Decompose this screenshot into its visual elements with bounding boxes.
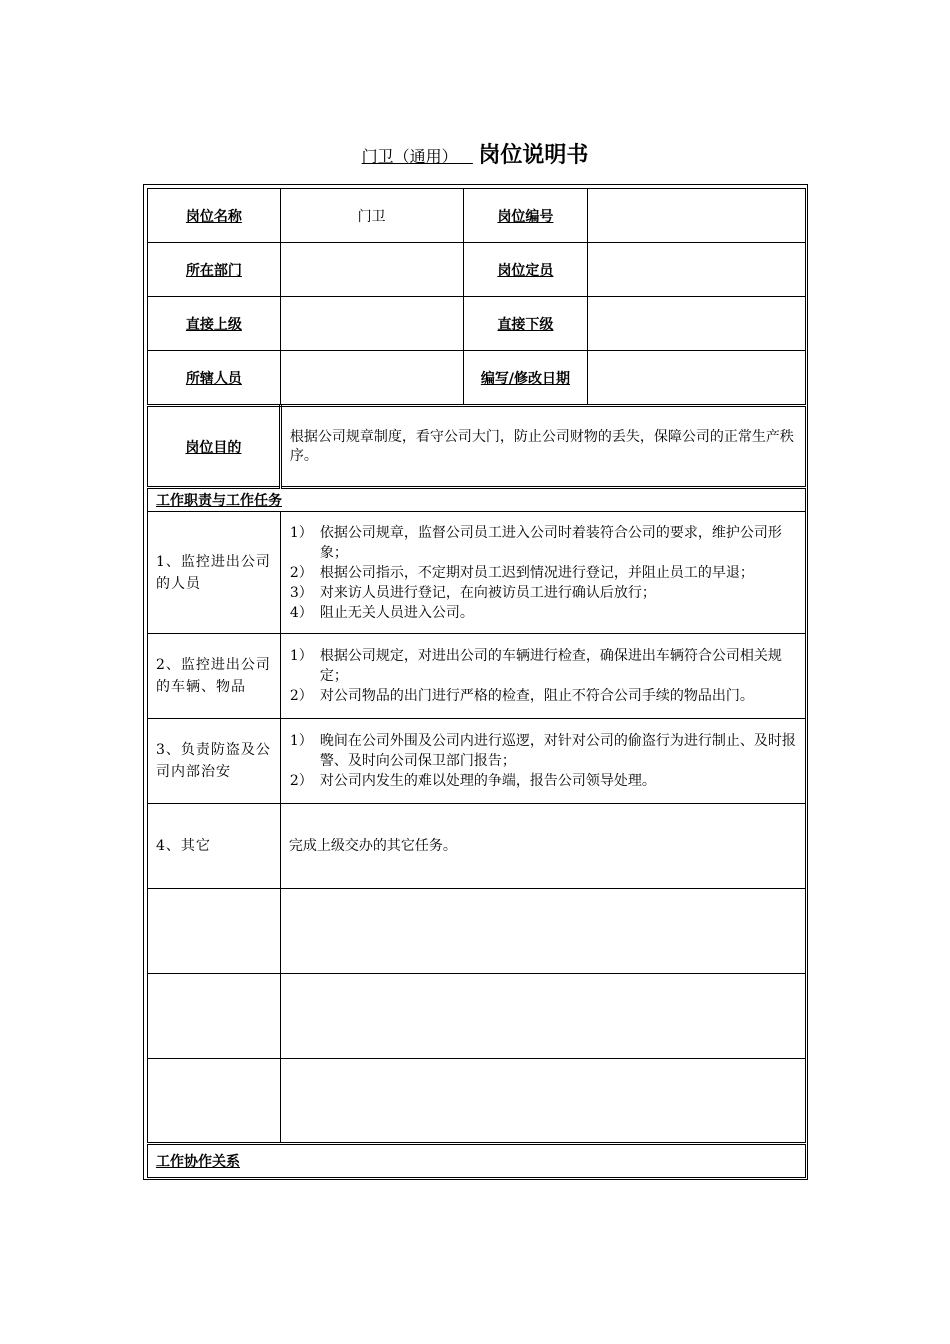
empty-row (148, 889, 806, 974)
job-code-label: 岗位编号 (463, 189, 588, 243)
duties-heading-row (148, 488, 806, 512)
purpose-label: 岗位目的 (148, 406, 281, 488)
duty-item-list (282, 523, 804, 623)
dept-value (280, 243, 463, 297)
superior-label: 直接上级 (148, 297, 281, 351)
info-row-3 (148, 297, 806, 351)
info-row-1 (148, 189, 806, 243)
staff-label: 所辖人员 (148, 351, 281, 406)
duty-label: 1、监控进出公司的人员 (148, 512, 281, 634)
duty-items-cell (280, 719, 805, 804)
superior-value (280, 297, 463, 351)
title-position: 门卫（通用） (361, 147, 458, 166)
duty-row (148, 512, 806, 634)
duty-item: 1） 晚间在公司外围及公司内进行巡逻，对针对公司的偷盗行为进行制止、及时报警、及时向公司保卫部门报告； (289, 733, 796, 769)
duty-row (148, 804, 806, 889)
duty-item: 2） 对公司内发生的难以处理的争端，报告公司领导处理。 (289, 773, 656, 789)
duty-item: 3） 对来访人员进行登记，在向被访员工进行确认后放行； (289, 584, 656, 601)
duty-items-cell (280, 512, 805, 634)
dept-label: 所在部门 (148, 243, 281, 297)
duty-label: 3、负责防盗及公司内部治安 (148, 719, 281, 804)
job-name-value: 门卫 (280, 189, 463, 243)
duty-item: 1） 根据公司规定，对进出公司的车辆进行检查，确保进出车辆符合公司相关规定； (289, 648, 782, 684)
job-code-value (588, 189, 806, 243)
page-title (0, 138, 950, 169)
quota-value (588, 243, 806, 297)
info-row-4 (148, 351, 806, 406)
duty-item-list (282, 646, 804, 706)
subordinate-label: 直接下级 (463, 297, 588, 351)
purpose-row (148, 406, 806, 488)
duty-items-cell (280, 634, 805, 719)
date-label: 编写/修改日期 (463, 351, 588, 406)
empty-row (148, 974, 806, 1059)
empty-cell (280, 1059, 805, 1144)
duty-item: 2） 对公司物品的出门进行严格的检查，阻止不符合公司手续的物品出门。 (289, 688, 754, 704)
cooperation-heading: 工作协作关系 (148, 1144, 806, 1178)
staff-value (280, 351, 463, 406)
duty-label: 4、其它 (148, 804, 281, 889)
duty-text: 完成上级交办的其它任务。 (280, 804, 805, 889)
empty-row (148, 1059, 806, 1144)
empty-cell (148, 974, 281, 1059)
date-value (588, 351, 806, 406)
job-name-label: 岗位名称 (148, 189, 281, 243)
duty-item: 4） 阻止无关人员进入公司。 (289, 604, 474, 621)
empty-cell (280, 889, 805, 974)
duty-item: 1） 依据公司规章，监督公司员工进入公司时着装符合公司的要求，维护公司形象； (289, 524, 782, 561)
job-description-frame (143, 184, 808, 1180)
duty-item-list (282, 731, 804, 791)
duties-heading: 工作职责与工作任务 (148, 488, 806, 512)
title-doc: 岗位说明书 (478, 143, 589, 168)
empty-cell (280, 974, 805, 1059)
duty-row (148, 634, 806, 719)
quota-label: 岗位定员 (463, 243, 588, 297)
duty-item: 2） 根据公司指示，不定期对员工迟到情况进行登记，并阻止员工的早退； (289, 564, 754, 581)
job-description-table (147, 188, 806, 1178)
info-row-2 (148, 243, 806, 297)
cooperation-heading-row (148, 1144, 806, 1178)
purpose-text: 根据公司规章制度，看守公司大门，防止公司财物的丢失，保障公司的正常生产秩序。 (280, 406, 805, 488)
empty-cell (148, 1059, 281, 1144)
subordinate-value (588, 297, 806, 351)
duty-label: 2、监控进出公司的车辆、物品 (148, 634, 281, 719)
empty-cell (148, 889, 281, 974)
duty-row (148, 719, 806, 804)
